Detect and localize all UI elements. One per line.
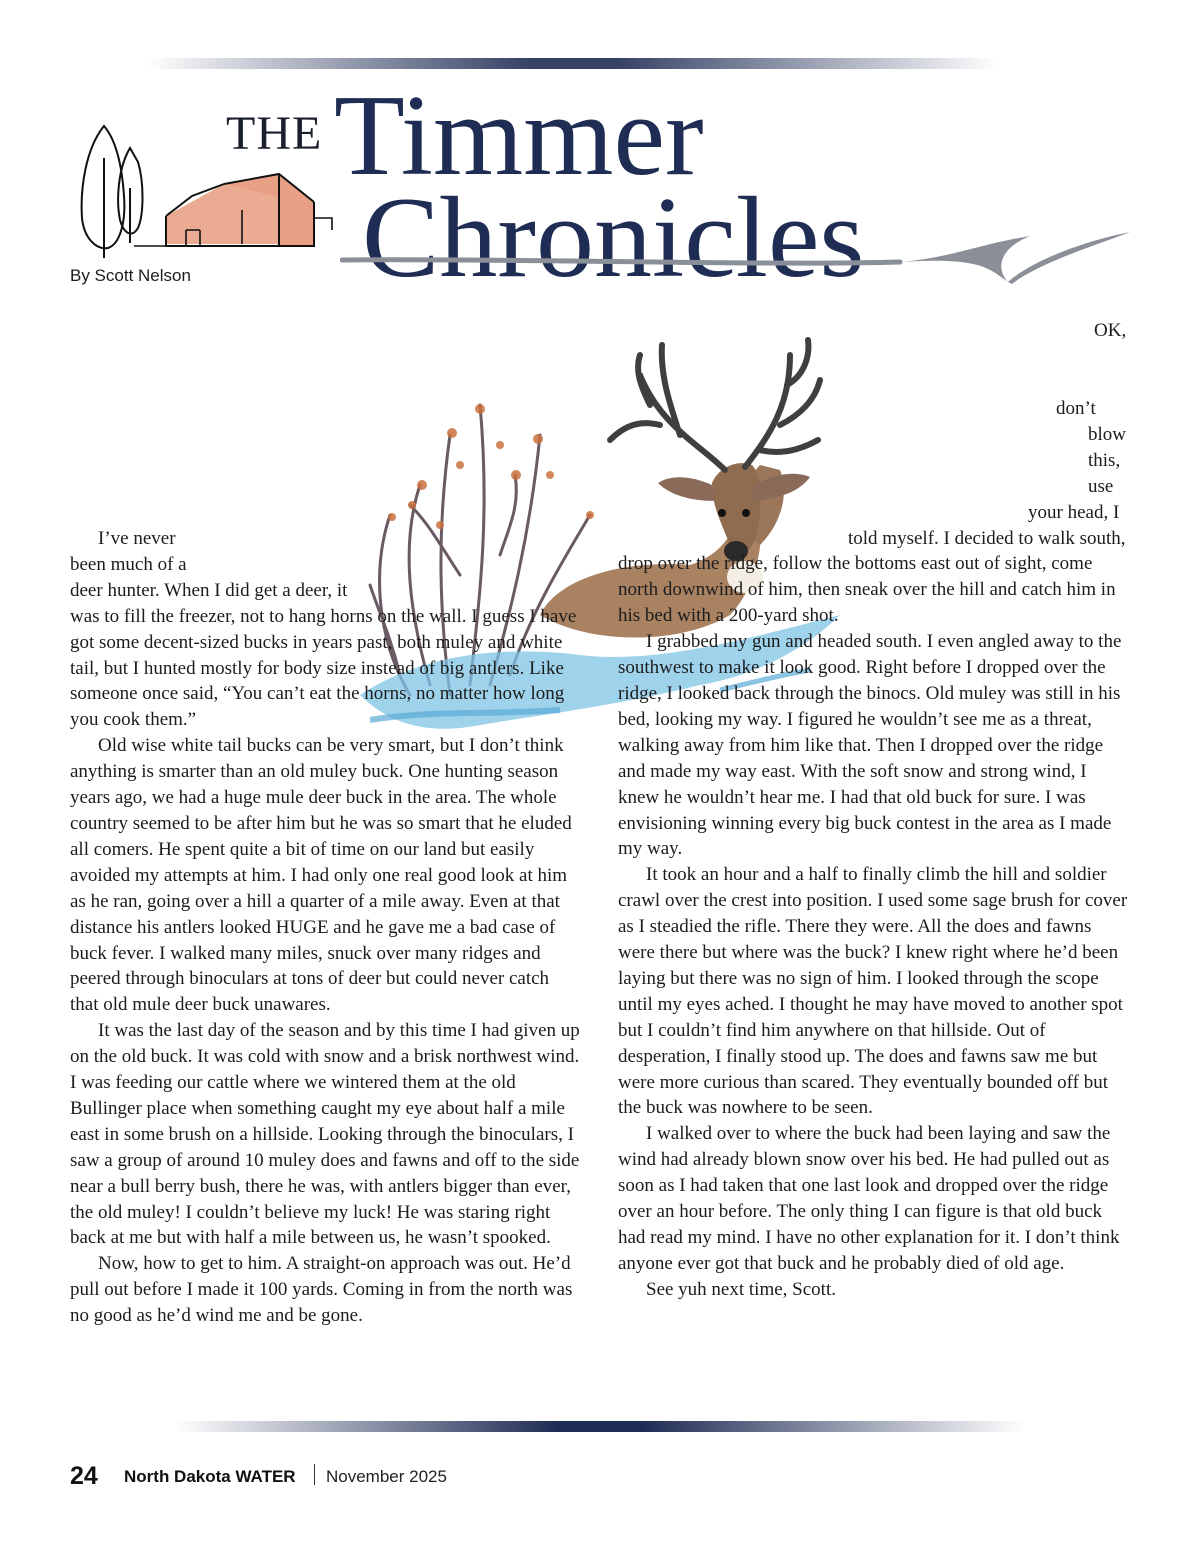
paragraph: Now, how to get to him. A straight-on approach was out. He’d pull out before I made it 100 yards. Coming in from the north was no good as he’d wind me and be gone. (70, 1253, 573, 1327)
byline: By Scott Nelson (70, 266, 191, 285)
paragraph: I’ve never been much of a deer hunter. When I did get a deer, it was to fill the freezer, not to hang horns on the wall. I guess I have got some decent-sized bucks in years past, both muley and white tail, but I hunted mostly for body size instead of big antlers. Like someone once said, “You can’t eat the horns, no matter how long you cook them.” (70, 528, 577, 731)
paragraph: It took an hour and a half to finally climb the hill and soldier crawl over the crest into position. I used some sage brush for cover as I steadied the rifle. There they were. All the does and fawns were there but where was the buck? I knew right where he’d been laying but there was no sign of him. I looked through the scope until my eyes ached. I thought he may have moved to another spot but I couldn’t find him anywhere on that hillside. Out of desperation, I finally stood up. The does and fawns saw me but were more curious than scared. They eventually bounded off but the buck was nowhere to be seen. (618, 864, 1128, 1119)
paragraph: Old wise white tail bucks can be very smart, but I don’t think anything is smarter than an old muley buck. One hunting season years ago, we had a huge mule deer buck in the area. The whole country seemed to be after him but he was so smart that he eluded all comers. He spent quite a bit of time on our land but easily avoided my attempts at him. I had only one real good look at him as he ran, going over a hill a quarter of a mile away. Even at that distance his antlers looked HUGE and he gave me a bad case of buck fever. I walked many miles, snuck over many ridges and peered through binoculars at tons of deer but could never catch that old mule deer buck unawares. (70, 735, 572, 1016)
title-the: THE (226, 107, 323, 160)
paragraph: OK, don’t blow this, use your head, I told myself. I decided to walk south, drop over the ridge, follow the bottoms east out of sight, come north downwind of him, then sneak over the hill and catch him in his bed with a 200-yard shot. (618, 320, 1127, 627)
signoff: See yuh next time, Scott. (646, 1278, 836, 1300)
paragraph: I grabbed my gun and headed south. I even angled away to the southwest to make it look good. Right before I dropped over the ridge, I looked back through the binocs. Old muley was still in his bed, looking my way. I figured he wouldn’t see me as a threat, walking away from him like that. Then I dropped over the ridge and made my way east. With the soft snow and strong wind, I knew he wouldn’t hear me. I had that old buck for sure. I was envisioning winning every big buck contest in the area as I made my way. (618, 631, 1122, 860)
top-decorative-rule (148, 58, 998, 69)
title-chronicles: Chronicles (362, 174, 865, 302)
title-swoosh (340, 222, 1140, 292)
page-number: 24 (70, 1462, 98, 1490)
bottom-decorative-rule (175, 1421, 1025, 1432)
article-left-column (70, 318, 582, 1329)
publication-name: North Dakota WATER (124, 1467, 296, 1486)
paragraph: I walked over to where the buck had been laying and saw the wind had already blown snow over his bed. He had pulled out as soon as I had taken that one last look and dropped over the ridge over an hour before. The only thing I can figure is that old buck had read my mind. I have no other explanation for it. I don’t think anyone ever got that buck and he probably died of old age. (618, 1123, 1120, 1274)
title-timmer: Timmer (334, 72, 704, 200)
article-right-column (618, 318, 1128, 1303)
paragraph: It was the last day of the season and by this time I had given up on the old buck. It was cold with snow and a brisk northwest wind. I was feeding our cattle where we wintered them at the old Bullinger place when something caught my eye about half a mile east in some brush on a hillside. Looking through the binoculars, I saw a group of around 10 muley does and fawns and off to the side near a bull berry bush, there he was, with antlers bigger than ever, the old muley! I couldn’t believe my luck! He was staring right back at me but with half a mile between us, he wasn’t spooked. (70, 1020, 580, 1249)
issue-date: November 2025 (326, 1467, 447, 1486)
footer-divider (314, 1464, 315, 1485)
